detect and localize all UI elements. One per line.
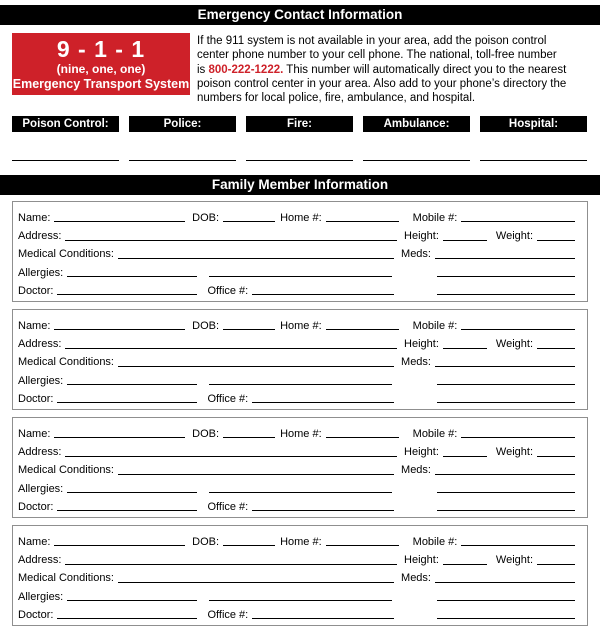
meds-blank-line xyxy=(435,257,575,259)
allergies-label: Allergies: xyxy=(18,374,64,387)
member-row-medical xyxy=(18,243,575,261)
office-phone-blank-line xyxy=(252,401,394,403)
name-blank-line xyxy=(54,220,185,222)
name-label: Name: xyxy=(18,427,51,440)
medical-conditions-label: Medical Conditions: xyxy=(18,356,114,369)
weight-blank-line xyxy=(537,563,575,565)
home-phone-label: Home #: xyxy=(280,319,322,332)
contact-label-hospital: Hospital: xyxy=(480,116,587,132)
height-blank-line xyxy=(443,239,487,241)
hospital-blank-line xyxy=(480,159,587,161)
member-row-doctor xyxy=(18,388,575,406)
meds-blank-line xyxy=(435,473,575,475)
address-label: Address: xyxy=(18,446,62,459)
member-row-doctor xyxy=(18,604,575,622)
intro-line-2: center phone number to your cell phone. The national, toll-free number xyxy=(197,49,557,62)
allergies-label: Allergies: xyxy=(18,482,64,495)
meds-label: Meds: xyxy=(401,356,431,369)
family-member-section xyxy=(0,201,600,626)
name-label: Name: xyxy=(18,535,51,548)
member-row-allergies xyxy=(18,585,575,603)
intro-line-3-after: This number will automatically direct you to the nearest xyxy=(283,63,567,76)
contact-label-police: Police: xyxy=(129,116,236,132)
address-blank-line xyxy=(65,347,397,349)
doctor-label: Doctor: xyxy=(18,284,54,297)
home-phone-blank-line xyxy=(326,220,399,222)
weight-blank-line xyxy=(537,239,575,241)
doctor-label: Doctor: xyxy=(18,392,54,405)
dob-label: DOB: xyxy=(192,427,220,440)
header-banner xyxy=(0,5,600,25)
height-blank-line xyxy=(443,563,487,565)
dob-blank-line xyxy=(223,544,275,546)
contact-label-fire: Fire: xyxy=(246,116,353,132)
meds-label: Meds: xyxy=(401,464,431,477)
weight-label: Weight: xyxy=(495,446,533,459)
allergies-blank-line xyxy=(67,275,197,277)
allergies-extra-blank-line xyxy=(209,383,392,385)
meds-continuation-blank-line-2 xyxy=(437,401,575,403)
mobile-phone-label: Mobile #: xyxy=(412,535,458,548)
doctor-blank-line xyxy=(57,401,197,403)
meds-continuation-blank-line xyxy=(437,599,575,601)
member-row-address xyxy=(18,441,575,459)
address-blank-line xyxy=(65,563,397,565)
home-phone-label: Home #: xyxy=(280,211,322,224)
meds-label: Meds: xyxy=(401,572,431,585)
height-blank-line xyxy=(443,347,487,349)
intro-line-3 xyxy=(197,63,566,77)
mobile-phone-blank-line xyxy=(461,328,575,330)
member-row-doctor xyxy=(18,496,575,514)
family-member-box xyxy=(12,417,588,518)
intro-paragraph xyxy=(197,33,566,105)
member-row-medical xyxy=(18,351,575,369)
family-member-box xyxy=(12,309,588,410)
mobile-phone-label: Mobile #: xyxy=(412,319,458,332)
member-row-medical xyxy=(18,459,575,477)
member-row-allergies xyxy=(18,477,575,495)
page-title: Emergency Contact Information xyxy=(197,7,403,22)
911-subtitle: Emergency Transport System xyxy=(12,77,190,91)
office-phone-label: Office #: xyxy=(207,608,249,621)
member-row-address xyxy=(18,225,575,243)
meds-blank-line xyxy=(435,365,575,367)
meds-continuation-blank-line-2 xyxy=(437,509,575,511)
meds-continuation-blank-line-2 xyxy=(437,617,575,619)
address-label: Address: xyxy=(18,554,62,567)
member-row-name xyxy=(18,206,575,224)
fire-blank-line xyxy=(246,159,353,161)
weight-label: Weight: xyxy=(495,338,533,351)
intro-line-3-before: is xyxy=(197,63,209,76)
member-row-name xyxy=(18,530,575,548)
name-blank-line xyxy=(54,544,185,546)
name-label: Name: xyxy=(18,319,51,332)
doctor-blank-line xyxy=(57,293,197,295)
dob-label: DOB: xyxy=(192,319,220,332)
height-label: Height: xyxy=(404,338,439,351)
family-member-box xyxy=(12,201,588,302)
address-blank-line xyxy=(65,455,397,457)
weight-blank-line xyxy=(537,347,575,349)
address-label: Address: xyxy=(18,230,62,243)
office-phone-label: Office #: xyxy=(207,284,249,297)
name-label: Name: xyxy=(18,211,51,224)
contact-label-ambulance: Ambulance: xyxy=(363,116,470,132)
home-phone-blank-line xyxy=(326,544,399,546)
dob-label: DOB: xyxy=(192,211,220,224)
name-blank-line xyxy=(54,328,185,330)
mobile-phone-blank-line xyxy=(461,544,575,546)
emergency-form-page xyxy=(0,5,600,628)
address-blank-line xyxy=(65,239,397,241)
medical-conditions-label: Medical Conditions: xyxy=(18,572,114,585)
doctor-label: Doctor: xyxy=(18,500,54,513)
dob-blank-line xyxy=(223,436,275,438)
home-phone-label: Home #: xyxy=(280,427,322,440)
allergies-extra-blank-line xyxy=(209,275,392,277)
911-words: (nine, one, one) xyxy=(56,62,146,76)
office-phone-blank-line xyxy=(252,617,394,619)
meds-blank-line xyxy=(435,581,575,583)
medical-conditions-blank-line xyxy=(118,257,394,259)
mobile-phone-blank-line xyxy=(461,220,575,222)
doctor-blank-line xyxy=(57,617,197,619)
allergies-label: Allergies: xyxy=(18,590,64,603)
member-row-name xyxy=(18,422,575,440)
intro-line-1: If the 911 system is not available in your area, add the poison control xyxy=(197,35,547,47)
meds-continuation-blank-line-2 xyxy=(437,293,575,295)
member-row-name xyxy=(18,314,575,332)
mobile-phone-label: Mobile #: xyxy=(412,211,458,224)
address-label: Address: xyxy=(18,338,62,351)
name-blank-line xyxy=(54,436,185,438)
police-blank-line xyxy=(129,159,236,161)
911-number: 9 - 1 - 1 xyxy=(56,36,146,62)
office-phone-label: Office #: xyxy=(207,392,249,405)
member-row-doctor xyxy=(18,280,575,298)
height-blank-line xyxy=(443,455,487,457)
doctor-blank-line xyxy=(57,509,197,511)
meds-continuation-blank-line xyxy=(437,383,575,385)
family-section-title: Family Member Information xyxy=(211,177,389,193)
allergies-blank-line xyxy=(67,599,197,601)
dob-blank-line xyxy=(223,220,275,222)
home-phone-label: Home #: xyxy=(280,535,322,548)
doctor-label: Doctor: xyxy=(18,608,54,621)
ambulance-blank-line xyxy=(363,159,470,161)
meds-label: Meds: xyxy=(401,248,431,261)
allergies-extra-blank-line xyxy=(209,491,392,493)
member-row-address xyxy=(18,549,575,567)
meds-continuation-blank-line xyxy=(437,275,575,277)
medical-conditions-blank-line xyxy=(118,365,394,367)
height-label: Height: xyxy=(404,446,439,459)
intro-line-4: poison control center in your area. Also add to your phone’s directory the xyxy=(197,77,567,90)
office-phone-blank-line xyxy=(252,509,394,511)
dob-label: DOB: xyxy=(192,535,220,548)
allergies-blank-line xyxy=(67,491,197,493)
meds-continuation-blank-line xyxy=(437,491,575,493)
dob-blank-line xyxy=(223,328,275,330)
allergies-label: Allergies: xyxy=(18,266,64,279)
weight-label: Weight: xyxy=(495,230,533,243)
contact-labels-row xyxy=(12,116,587,132)
medical-conditions-label: Medical Conditions: xyxy=(18,248,114,261)
office-phone-blank-line xyxy=(252,293,394,295)
height-label: Height: xyxy=(404,230,439,243)
medical-conditions-label: Medical Conditions: xyxy=(18,464,114,477)
member-row-address xyxy=(18,333,575,351)
member-row-allergies xyxy=(18,261,575,279)
allergies-blank-line xyxy=(67,383,197,385)
weight-blank-line xyxy=(537,455,575,457)
office-phone-label: Office #: xyxy=(207,500,249,513)
contact-label-poison-control: Poison Control: xyxy=(12,116,119,132)
home-phone-blank-line xyxy=(326,436,399,438)
member-row-medical xyxy=(18,567,575,585)
medical-conditions-blank-line xyxy=(118,581,394,583)
911-red-box xyxy=(12,33,190,95)
intro-line-5: numbers for local police, fire, ambulance, and hospital. xyxy=(197,92,476,105)
poison-control-blank-line xyxy=(12,159,119,161)
height-label: Height: xyxy=(404,554,439,567)
family-member-box xyxy=(12,525,588,626)
mobile-phone-blank-line xyxy=(461,436,575,438)
weight-label: Weight: xyxy=(495,554,533,567)
intro-section xyxy=(12,33,588,105)
mobile-phone-label: Mobile #: xyxy=(412,427,458,440)
poison-control-phone-number: 800-222-1222. xyxy=(208,63,284,76)
family-section-banner xyxy=(0,175,600,195)
contact-write-in-lines xyxy=(12,159,587,161)
home-phone-blank-line xyxy=(326,328,399,330)
medical-conditions-blank-line xyxy=(118,473,394,475)
allergies-extra-blank-line xyxy=(209,599,392,601)
member-row-allergies xyxy=(18,369,575,387)
